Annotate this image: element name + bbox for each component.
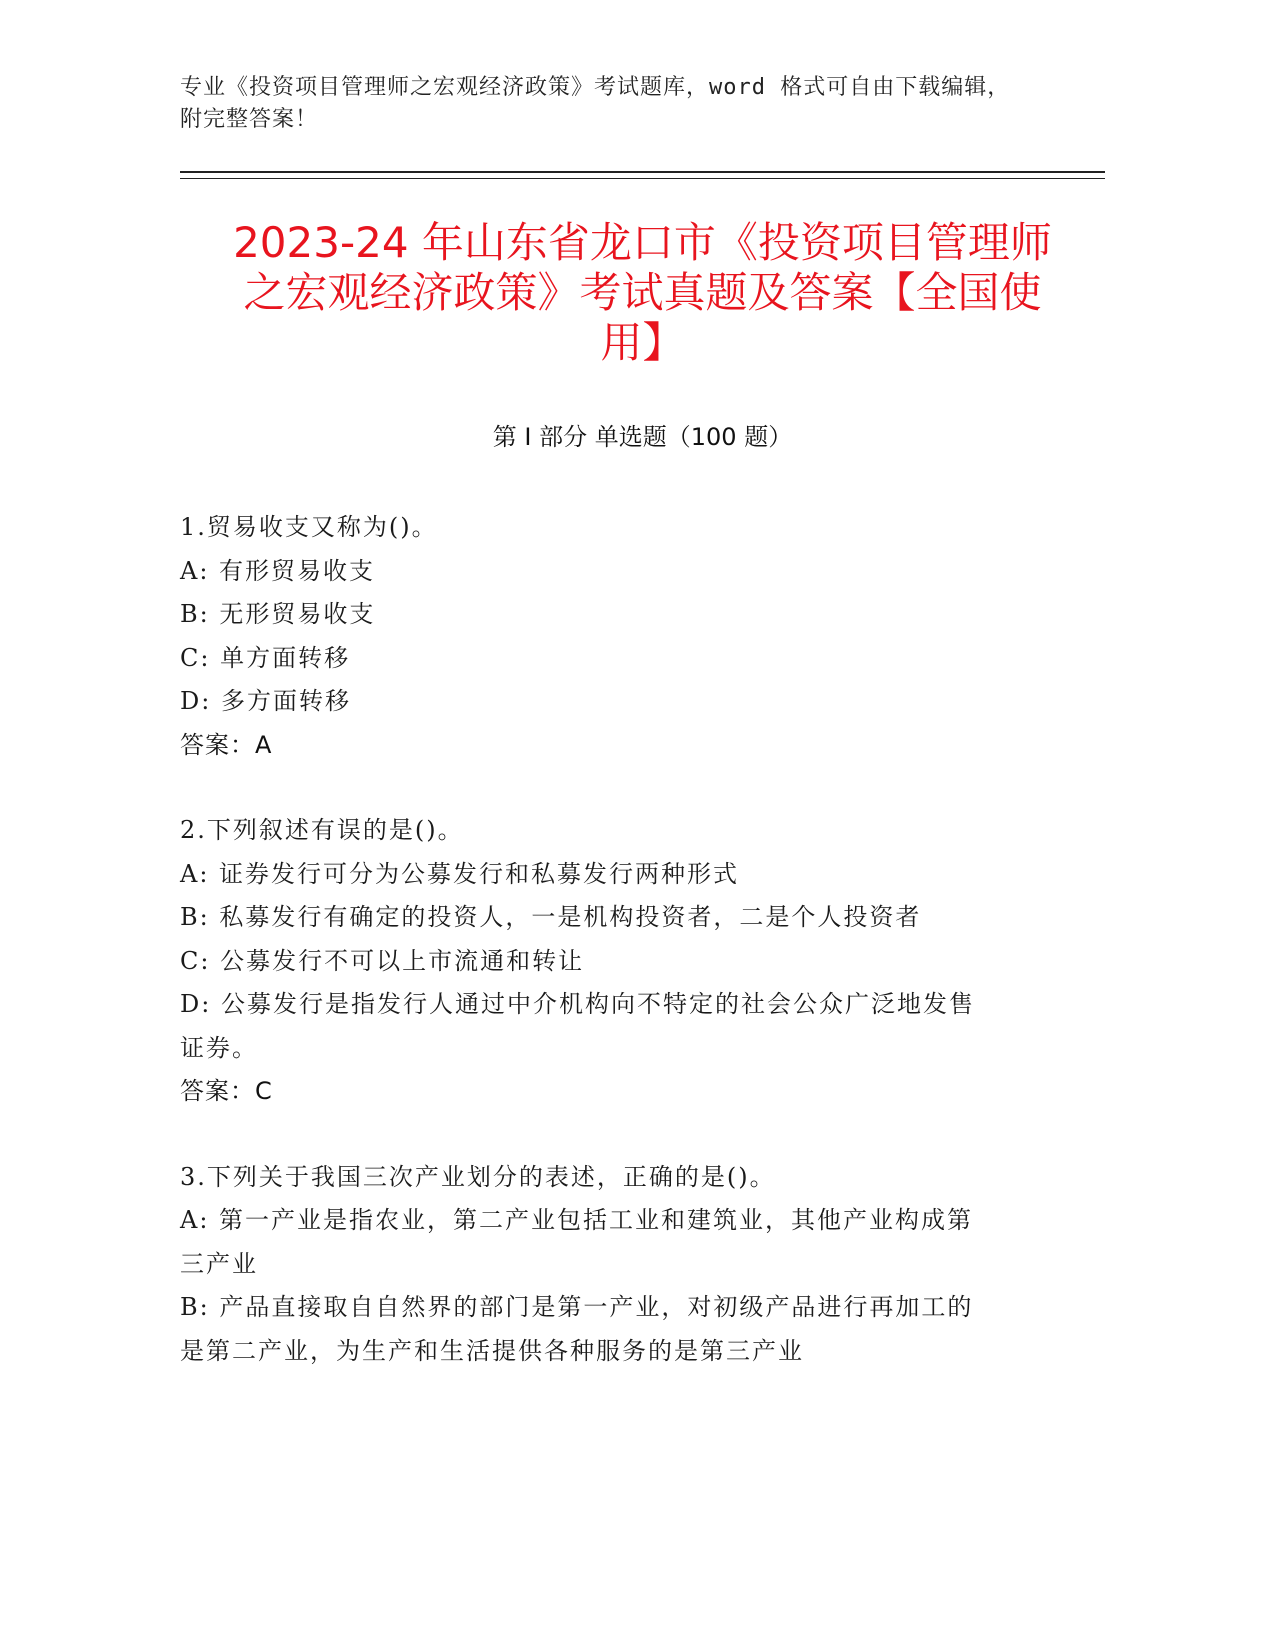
answer-line: 答案：C — [180, 1077, 273, 1105]
document-title-line-3: 用】 — [600, 318, 685, 367]
option-c: C: 公募发行不可以上市流通和转让 — [180, 946, 585, 975]
document-title-line-2: 之宏观经济政策》考试真题及答案【全国使 — [243, 268, 1042, 317]
header-note-line-2: 附完整答案！ — [180, 107, 319, 132]
header-rule-thick — [180, 171, 1105, 173]
question-2 — [180, 809, 1040, 1114]
document-title — [180, 218, 1105, 368]
header-rule-thin — [180, 178, 1105, 179]
option-a: A: 第一产业是指农业，第二产业包括工业和建筑业，其他产业构成第 — [180, 1206, 974, 1234]
option-a: A: 有形贸易收支 — [180, 556, 376, 585]
option-b: B: 无形贸易收支 — [180, 600, 376, 628]
question-stem: 2.下列叙述有误的是()。 — [180, 816, 464, 844]
question-3 — [180, 1156, 1040, 1374]
header-note — [180, 72, 1040, 136]
option-d-continued: 证券。 — [180, 1033, 258, 1062]
option-a: A: 证券发行可分为公募发行和私募发行两种形式 — [180, 859, 740, 888]
answer-line: 答案：A — [180, 730, 273, 759]
section-heading: 第 I 部分 单选题（100 题） — [492, 423, 793, 451]
option-d: D: 公募发行是指发行人通过中介机构向不特定的社会公众广泛地发售 — [180, 990, 975, 1018]
question-list — [180, 506, 1040, 1415]
option-c: C: 单方面转移 — [180, 643, 351, 672]
question-stem: 1.贸易收支又称为()。 — [180, 513, 438, 541]
header-note-line-1: 专业《投资项目管理师之宏观经济政策》考试题库，word 格式可自由下载编辑， — [180, 75, 1011, 100]
option-d: D: 多方面转移 — [180, 687, 351, 715]
document-title-line-1: 2023-24 年山东省龙口市《投资项目管理师 — [233, 218, 1052, 267]
option-b: B: 私募发行有确定的投资人，一是机构投资者，二是个人投资者 — [180, 903, 922, 931]
option-b: B: 产品直接取自自然界的部门是第一产业，对初级产品进行再加工的 — [180, 1293, 974, 1321]
question-stem: 3.下列关于我国三次产业划分的表述，正确的是()。 — [180, 1162, 776, 1191]
option-b-continued: 是第二产业，为生产和生活提供各种服务的是第三产业 — [180, 1336, 804, 1365]
question-1 — [180, 506, 1040, 767]
option-a-continued: 三产业 — [180, 1249, 258, 1278]
